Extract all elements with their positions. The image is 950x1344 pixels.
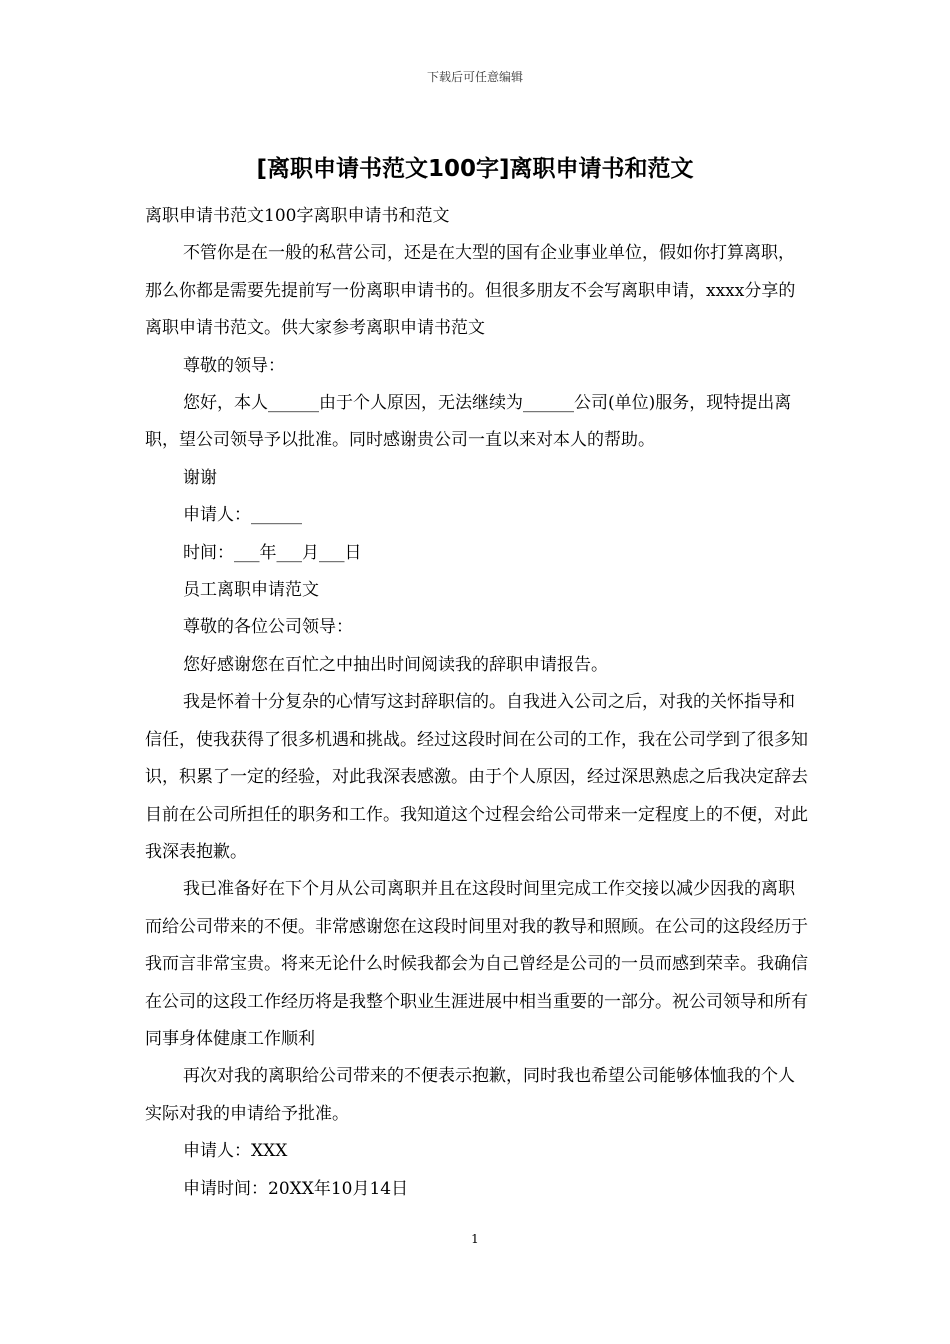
paragraph: 谢谢 (183, 467, 217, 488)
paragraph: 不管你是在一般的私营公司，还是在大型的国有企业事业单位，假如你打算离职，那么你都是需要先提前写一份离职申请书的。但很多朋友不会写离职申请，xxxx分享的离职申请书范文。供大家参考离职申请书范文 (145, 243, 796, 339)
paragraph: 申请人：XXX (183, 1141, 288, 1162)
page-number: 1 (471, 1232, 479, 1246)
paragraph: 离职申请书范文100字离职申请书和范文 (145, 206, 450, 226)
paragraph: 尊敬的领导： (183, 355, 285, 376)
paragraph: 我是怀着十分复杂的心情写这封辞职信的。自我进入公司之后，对我的关怀指导和信任，使我获得了很多机遇和挑战。经过这段时间在公司的工作，我在公司学到了很多知识，积累了一定的经验，对此我深表感激。由于个人原因，经过深思熟虑之后我决定辞去目前在公司所担任的职务和工作。我知道这个过程会给公司带来一定程度上的不便，对此我深表抱歉。 (145, 692, 808, 862)
paragraph: 尊敬的各位公司领导： (183, 617, 353, 638)
paragraph: 您好感谢您在百忙之中抽出时间阅读我的辞职申请报告。 (183, 654, 608, 675)
document-body (145, 198, 810, 1208)
paragraph: 申请时间：20XX年10月14日 (183, 1178, 409, 1199)
paragraph: 您好，本人______由于个人原因，无法继续为______公司(单位)服务，现特提出离职，望公司领导予以批准。同时感谢贵公司一直以来对本人的帮助。 (145, 393, 792, 451)
paragraph: 申请人：______ (183, 505, 302, 526)
paragraph: 员工离职申请范文 (183, 580, 319, 601)
document-title: [离职申请书范文100字]离职申请书和范文 (256, 156, 694, 182)
paragraph: 我已准备好在下个月从公司离职并且在这段时间里完成工作交接以减少因我的离职而给公司带来的不便。非常感谢您在这段时间里对我的教导和照顾。在公司的这段经历于我而言非常宝贵。将来无论什么时候我都会为自己曾经是公司的一员而感到荣幸。我确信在公司的这段工作经历将是我整个职业生涯进展中相当重要的一部分。祝公司领导和所有同事身体健康工作顺利 (145, 879, 808, 1049)
paragraph: 再次对我的离职给公司带来的不便表示抱歉，同时我也希望公司能够体恤我的个人实际对我的申请给予批准。 (145, 1066, 795, 1124)
paragraph: 时间：___年___月___日 (183, 542, 362, 563)
header-note: 下载后可任意编辑 (426, 70, 523, 84)
